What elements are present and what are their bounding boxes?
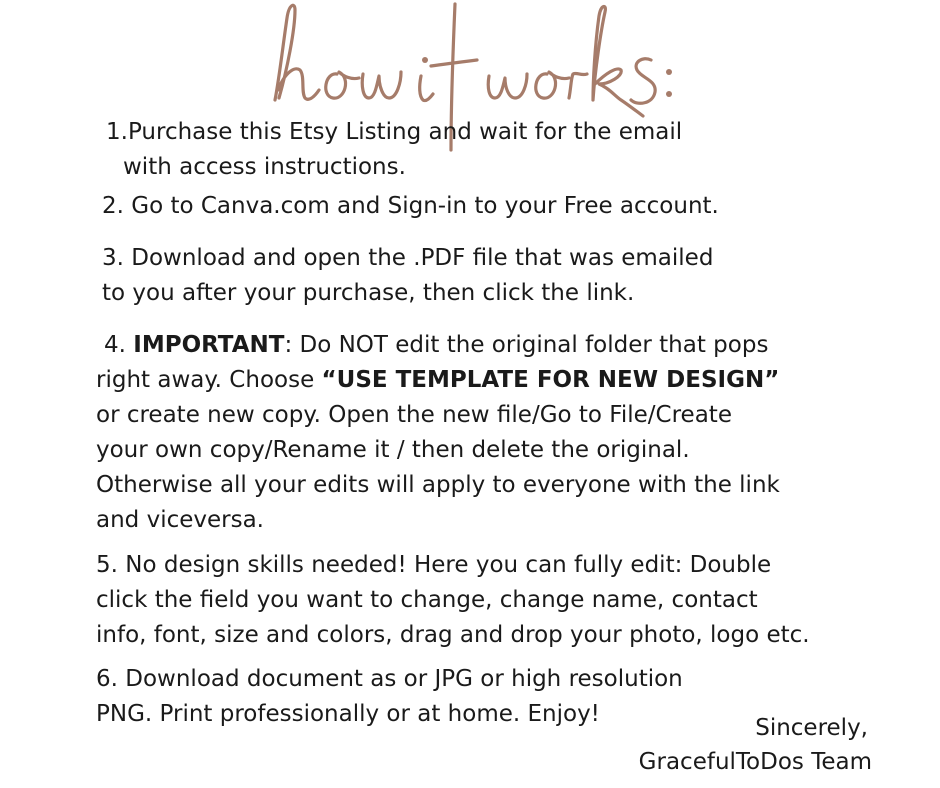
step-text: info, font, size and colors, drag and drop your photo, logo etc. [96,622,810,648]
step-text: Download and open the .PDF file that was emailed [131,245,714,271]
step-number: 5. [96,552,118,578]
step-text: or create new copy. Open the new file/Go to File/Create [96,402,732,428]
step-5 [96,548,810,653]
step-4 [96,328,780,538]
step-text: and viceversa. [96,507,264,533]
step-text: click the field you want to change, change name, contact [96,587,758,613]
step-text: PNG. Print professionally or at home. Enjoy! [96,701,600,727]
step-number: 6. [96,666,118,692]
important-label: IMPORTANT [133,332,285,358]
step-text: your own copy/Rename it / then delete the original. [96,437,690,463]
step-text: with access instructions. [123,154,406,180]
use-template-instruction: “USE TEMPLATE FOR NEW DESIGN” [321,367,780,393]
step-6 [96,662,683,732]
step-text: Go to Canva.com and Sign-in to your Free account. [131,193,719,219]
step-number: 2. [102,193,124,219]
step-text: No design skills needed! Here you can fully edit: Double [125,552,772,578]
step-1 [106,115,682,185]
step-number: 3. [102,245,124,271]
signature-name: GracefulToDos Team [638,749,872,775]
step-2 [102,189,719,224]
step-text: Purchase this Etsy Listing and wait for the email [127,119,683,145]
step-text: to you after your purchase, then click the link. [102,280,635,306]
step-text: Otherwise all your edits will apply to everyone with the link [96,472,780,498]
signature-closing: Sincerely, [755,715,868,741]
step-text: Download document as or JPG or high resolution [125,666,683,692]
step-number: 1. [106,119,128,145]
step-text: : Do NOT edit the original folder that pops [284,332,769,358]
step-number: 4. [104,332,126,358]
step-text: right away. Choose [96,367,322,393]
step-3 [102,241,713,311]
